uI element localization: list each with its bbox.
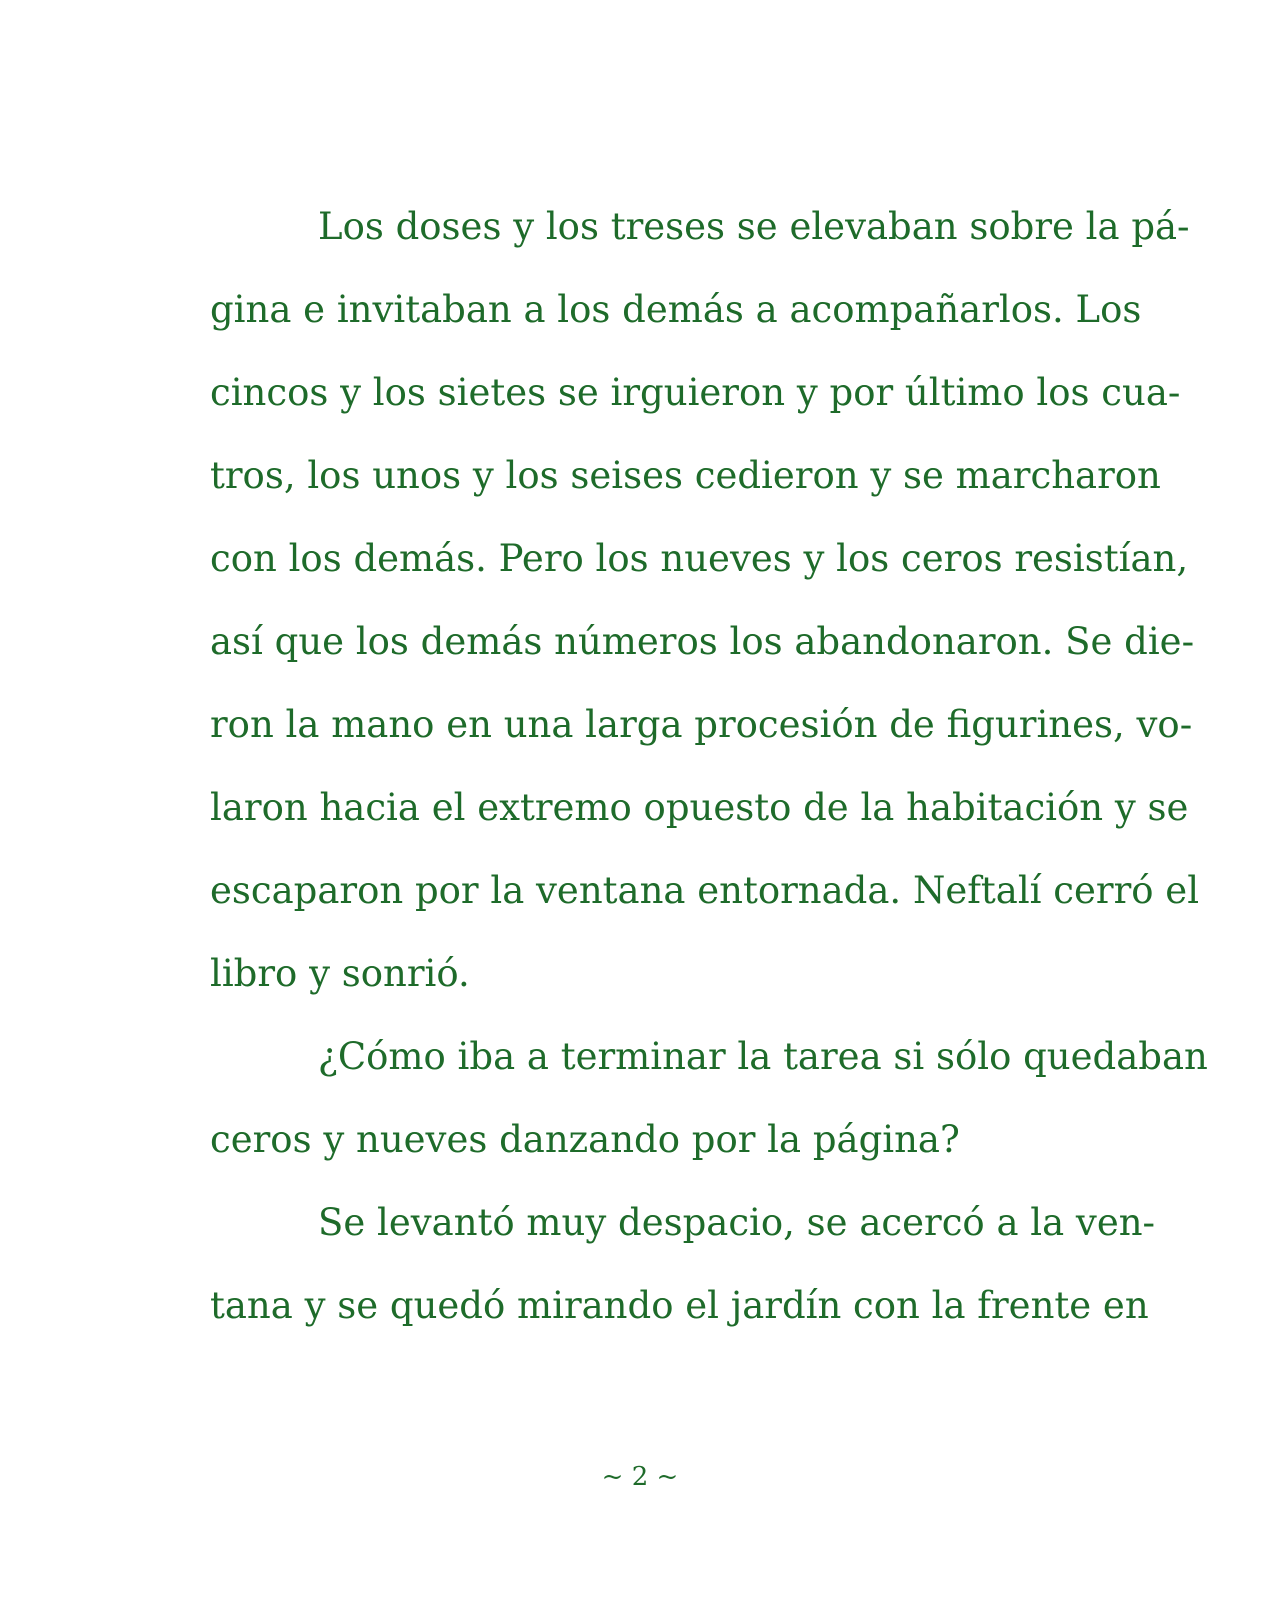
paragraph-1-line-3: cincos y los sietes se irguieron y por último los cua- — [210, 371, 1181, 414]
paragraph-2-line-2: ceros y nueves danzando por la página? — [210, 1118, 960, 1161]
paragraph-1-line-4: tros, los unos y los seises cedieron y se marcharon — [210, 454, 1161, 497]
paragraph-1-line-5: con los demás. Pero los nueves y los ceros resistían, — [210, 537, 1189, 580]
paragraph-1-line-1: Los doses y los treses se elevaban sobre la pá- — [318, 205, 1190, 248]
paragraph-1-line-6: así que los demás números los abandonaron. Se die- — [210, 620, 1195, 663]
page-number: ~ 2 ~ — [601, 1462, 679, 1492]
paragraph-1-line-10: libro y sonrió. — [210, 952, 470, 995]
paragraph-1-line-7: ron la mano en una larga procesión de figurines, vo- — [210, 703, 1193, 746]
paragraph-3-line-2: tana y se quedó mirando el jardín con la frente en — [210, 1284, 1149, 1327]
paragraph-1-line-9: escaparon por la ventana entornada. Neftalí cerró el — [210, 869, 1200, 912]
paragraph-1-line-2: gina e invitaban a los demás a acompañarlos. Los — [210, 288, 1142, 331]
paragraph-2-line-1: ¿Cómo iba a terminar la tarea si sólo quedaban — [318, 1035, 1208, 1078]
body-text — [210, 185, 1208, 1347]
paragraph-1-line-8: laron hacia el extremo opuesto de la habitación y se — [210, 786, 1189, 829]
paragraph-3-line-1: Se levantó muy despacio, se acercó a la ven- — [318, 1201, 1156, 1244]
